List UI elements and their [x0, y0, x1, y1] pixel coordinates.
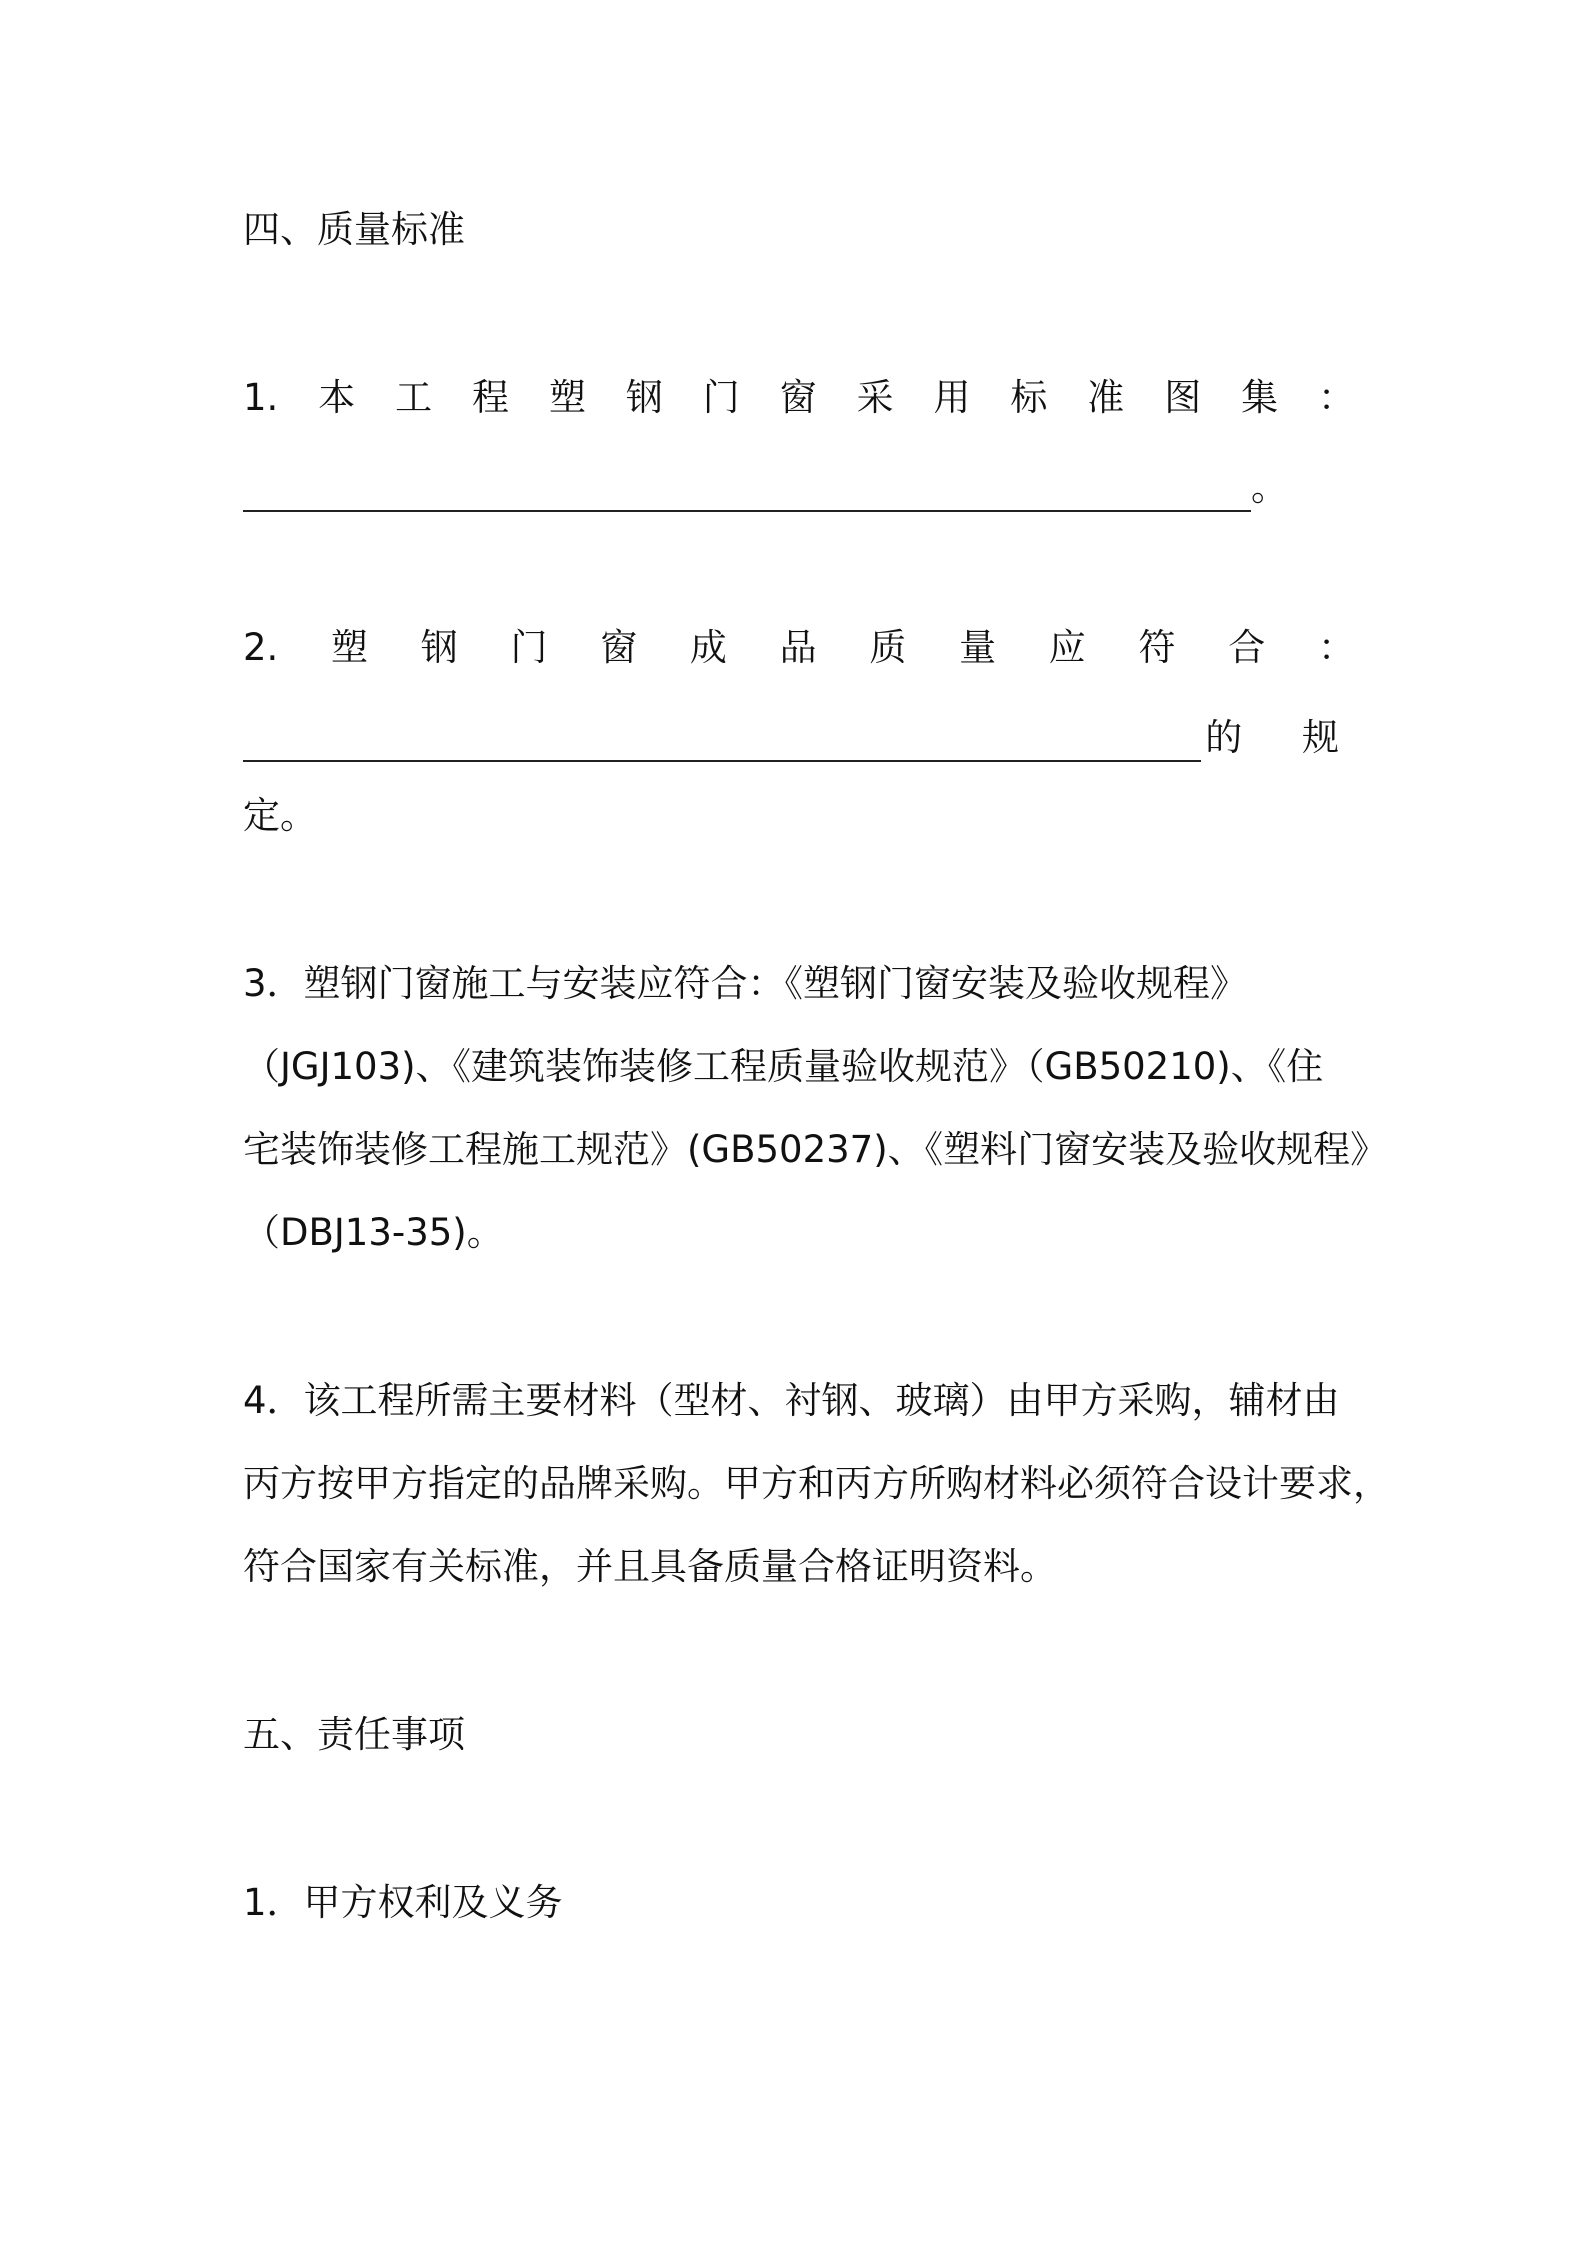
item-1-char: 工 — [395, 376, 433, 419]
item-1-char: 塑 — [548, 376, 586, 419]
item-1-line — [243, 374, 1355, 422]
item-1-char: 图 — [1164, 376, 1202, 419]
item-1-char: 采 — [856, 376, 894, 419]
item-1-fill-line — [243, 464, 1363, 512]
item-1-char: ： — [1318, 376, 1355, 419]
item-2-char: 窗 — [600, 626, 638, 669]
item-2-char: 钢 — [420, 626, 458, 669]
item-1-char: 用 — [933, 376, 971, 419]
item-2-continuation: 定。 — [243, 794, 317, 837]
item-1-char: 钢 — [625, 376, 663, 419]
item-4-line-3: 符合国家有关标准，并且具备质量合格证明资料。 — [243, 1545, 1057, 1588]
item-1-char: 准 — [1087, 376, 1125, 419]
section-5-heading: 五、责任事项 — [243, 1713, 465, 1756]
item-2-fill-line — [243, 714, 1363, 762]
item-2-char: 2. — [243, 626, 279, 669]
item-2-char: 成 — [689, 626, 727, 669]
fill-in-blank[interactable] — [243, 476, 1251, 512]
item-2-char: 应 — [1048, 626, 1086, 669]
item-4-line-2: 丙方按甲方指定的品牌采购。甲方和丙方所购材料必须符合设计要求， — [243, 1462, 1390, 1505]
item-2-char: 量 — [959, 626, 997, 669]
item-2-char: 品 — [779, 626, 817, 669]
item-3-line-3: 宅装饰装修工程施工规范》(GB50237)、《塑料门窗安装及验收规程》 — [243, 1128, 1388, 1171]
item-1-char: 1. — [243, 376, 279, 419]
item-1-char: 程 — [472, 376, 510, 419]
fill-in-blank[interactable] — [243, 726, 1201, 762]
item-2-char: 符 — [1138, 626, 1176, 669]
item-2-char: 塑 — [331, 626, 369, 669]
item-2-char: 门 — [510, 626, 548, 669]
item-2-char: ： — [1317, 626, 1355, 669]
item-1-char: 窗 — [779, 376, 817, 419]
item-1-suffix: 。 — [1251, 466, 1288, 509]
item-3-line-2: （JGJ103)、《建筑装饰装修工程质量验收规范》（GB50210)、《住 — [243, 1045, 1324, 1088]
item-2-line — [243, 624, 1355, 672]
item-3-line-1: 3．塑钢门窗施工与安装应符合：《塑钢门窗安装及验收规程》 — [243, 962, 1248, 1005]
section-4-heading: 四、质量标准 — [243, 208, 465, 251]
item-2-suffix: 的 规 — [1205, 716, 1363, 759]
item-1-char: 集 — [1241, 376, 1279, 419]
item-1-char: 标 — [1010, 376, 1048, 419]
item-1-char: 门 — [702, 376, 740, 419]
section-5-item-1: 1．甲方权利及义务 — [243, 1881, 563, 1924]
item-3-line-4: （DBJ13-35)。 — [243, 1211, 504, 1254]
item-4-line-1: 4．该工程所需主要材料（型材、衬钢、玻璃）由甲方采购，辅材由 — [243, 1379, 1340, 1422]
item-1-char: 本 — [318, 376, 356, 419]
item-2-char: 质 — [869, 626, 907, 669]
item-2-char: 合 — [1228, 626, 1266, 669]
